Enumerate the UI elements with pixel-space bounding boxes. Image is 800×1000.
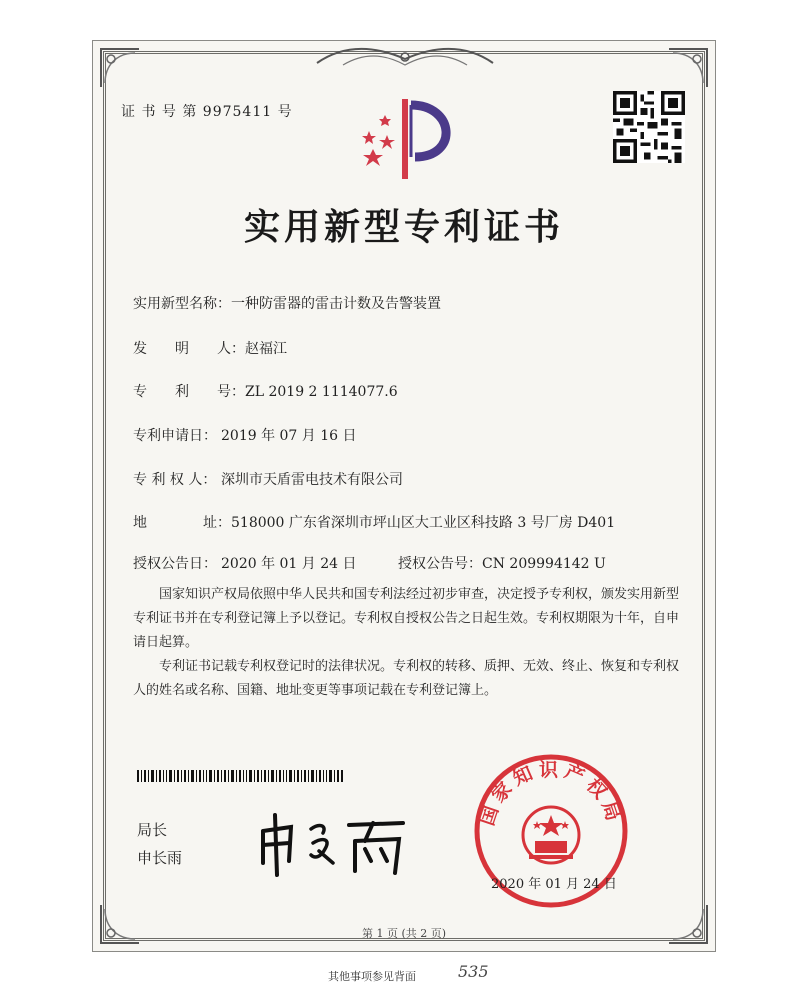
field-label: 授权公告日： xyxy=(133,556,217,572)
corner-ornament-icon xyxy=(97,45,143,91)
field-label: 实用新型名称： xyxy=(133,296,231,312)
top-ornament-icon xyxy=(313,43,497,71)
field-value: 518000 广东省深圳市坪山区大工业区科技路 3 号厂房 D401 xyxy=(231,515,616,531)
signatory-title: 局长 xyxy=(137,821,168,839)
field-value: ZL 2019 2 1114077.6 xyxy=(245,384,398,400)
cnipa-logo-icon xyxy=(355,91,465,181)
field-utility-model-name xyxy=(133,293,441,313)
field-label: 授权公告号： xyxy=(398,556,482,572)
field-value: 2019 年 07 月 16 日 xyxy=(221,428,357,444)
signatory-name: 申长雨 xyxy=(137,849,183,867)
footer-note: 其他事项参见背面 xyxy=(328,970,416,983)
field-value: 2020 年 01 月 24 日 xyxy=(221,556,357,572)
field-label: 地 址： xyxy=(133,515,231,531)
field-value: 深圳市天盾雷电技术有限公司 xyxy=(221,472,403,488)
field-label: 专利申请日： xyxy=(133,428,217,444)
certificate-number: 证 书 号 第 9975411 号 xyxy=(121,104,293,120)
field-patent-number xyxy=(133,381,398,401)
legal-status-paragraph: 专利证书记载专利权登记时的法律状况。专利权的转移、质押、无效、终止、恢复和专利权人的姓名或名称、国籍、地址变更等事项记载在专利登记簿上。 xyxy=(133,659,680,698)
qr-code-icon xyxy=(613,91,685,163)
field-inventor xyxy=(133,338,287,358)
field-patentee xyxy=(133,469,403,489)
national-emblem-icon xyxy=(523,807,579,863)
barcode-icon xyxy=(137,767,343,779)
field-grant-date xyxy=(133,553,357,573)
field-value: CN 209994142 U xyxy=(482,556,606,572)
certificate xyxy=(92,40,716,952)
field-label: 专 利 权 人： xyxy=(133,472,217,488)
handwritten-signature-icon xyxy=(253,801,413,881)
seal-date: 2020 年 01 月 24 日 xyxy=(491,877,617,892)
field-label: 专 利 号： xyxy=(133,384,245,400)
grant-statement-paragraph: 国家知识产权局依照中华人民共和国专利法经过初步审查，决定授予专利权，颁发实用新型专利证书并在专利登记簿上予以登记。专利权自授权公告之日起生效。专利权期限为十年，自申请日起算。 xyxy=(133,587,680,650)
field-grant-number xyxy=(398,553,606,573)
field-address xyxy=(133,512,615,532)
seal-text: 国家知识产权局 xyxy=(476,758,626,829)
certificate-title: 实用新型专利证书 xyxy=(243,207,564,248)
field-filing-date xyxy=(133,425,357,445)
page-indicator: 第 1 页 (共 2 页) xyxy=(361,927,447,940)
field-value: 一种防雷器的雷击计数及告警装置 xyxy=(231,296,441,312)
field-label: 发 明 人： xyxy=(133,341,245,357)
field-value: 赵福江 xyxy=(245,341,287,357)
handwritten-mark: 535 xyxy=(458,962,489,981)
corner-ornament-icon xyxy=(665,45,711,91)
